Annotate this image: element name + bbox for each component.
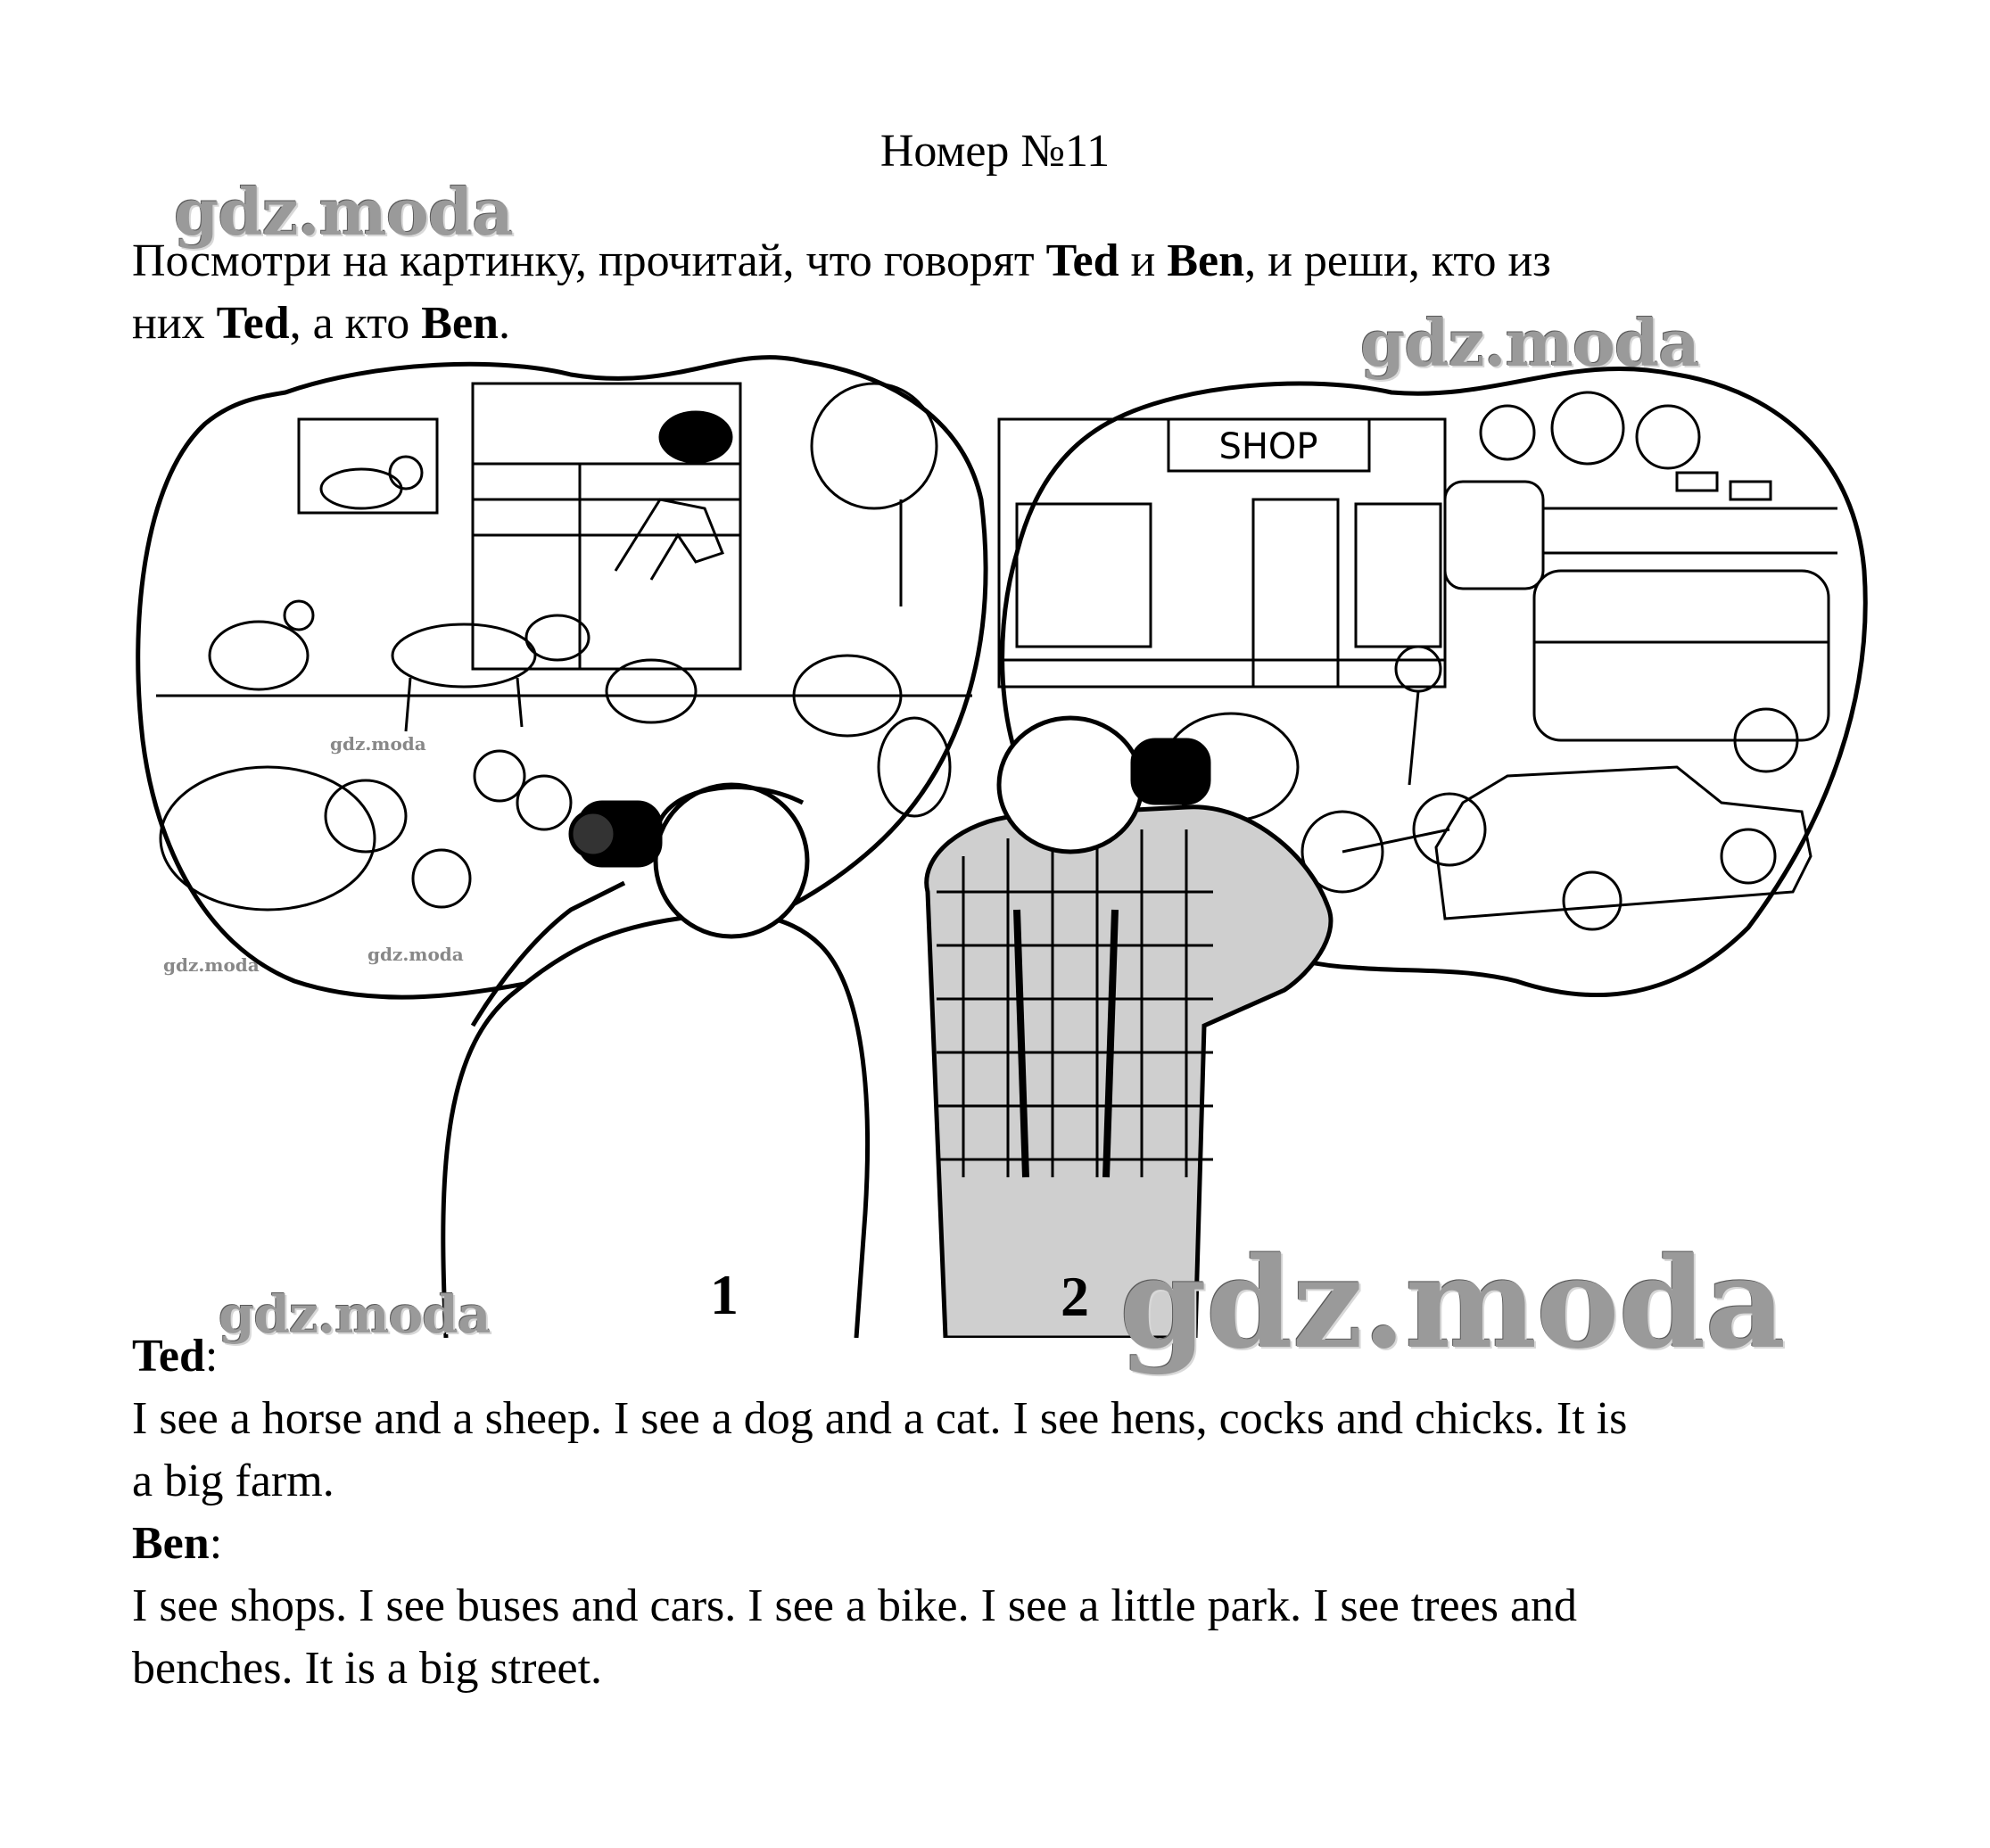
name-ben: Ben (421, 298, 499, 349)
boy-1-figure (443, 785, 868, 1338)
bench-icon (1730, 482, 1771, 499)
tree-icon (812, 384, 937, 508)
watermark: gdz.moda (367, 944, 464, 965)
bench-icon (1677, 473, 1717, 491)
binoculars-icon (1133, 740, 1209, 803)
name-ted: Ted (1045, 235, 1119, 286)
figure-label-2: 2 (1061, 1265, 1089, 1328)
rooster-icon (660, 412, 731, 462)
hen-icon (210, 622, 308, 689)
ted-label: Ted: (132, 1331, 219, 1382)
tree-icon (1481, 406, 1534, 459)
name-ted: Ted (216, 298, 290, 349)
chick-icon (517, 776, 571, 829)
shop-sign-label: SHOP (1218, 426, 1318, 467)
tree-icon (1637, 406, 1699, 468)
chick-icon (413, 850, 470, 907)
watermark: gdz.moda (219, 1284, 491, 1345)
ted-line-1: I see a horse and a sheep. I see a dog and a cat. I see hens, cocks and chicks. It is (132, 1393, 1628, 1444)
figure-label-1: 1 (710, 1263, 739, 1326)
dialogue (132, 1325, 1916, 1700)
watermark: gdz.moda (163, 954, 260, 976)
watermark: gdz.moda (330, 733, 426, 755)
shop-window (1017, 504, 1151, 647)
horse-icon (615, 499, 723, 580)
watermark: gdz.moda (1119, 1231, 1786, 1377)
ben-label: Ben: (132, 1518, 223, 1569)
ben-line-2: benches. It is a big street. (132, 1643, 603, 1694)
task-line-2: них Ted, а кто Ben. (132, 298, 510, 349)
task-line-1: Посмотри на картинку, прочитай, что говорят Ted и Ben, и реши, кто из (132, 235, 1551, 286)
car-icon (1436, 767, 1811, 919)
dog-icon (392, 624, 535, 687)
watermark: gdz.moda (174, 174, 513, 250)
ben-line-1: I see shops. I see buses and cars. I see a bike. I see a little park. I see trees and (132, 1580, 1578, 1631)
cat-window (299, 419, 437, 513)
chick-icon (475, 751, 524, 801)
bus-icon (1445, 482, 1543, 589)
page-title: Номер №11 (879, 126, 1111, 177)
shop-window (1356, 504, 1441, 647)
watermark: gdz.moda (1360, 305, 1699, 381)
ted-line-2: a big farm. (132, 1456, 334, 1506)
name-ben: Ben (1167, 235, 1245, 286)
tree-icon (1552, 392, 1623, 464)
farm-view-bubble (138, 358, 986, 998)
farm-scene (156, 384, 972, 910)
cyclist-head (1396, 647, 1441, 691)
